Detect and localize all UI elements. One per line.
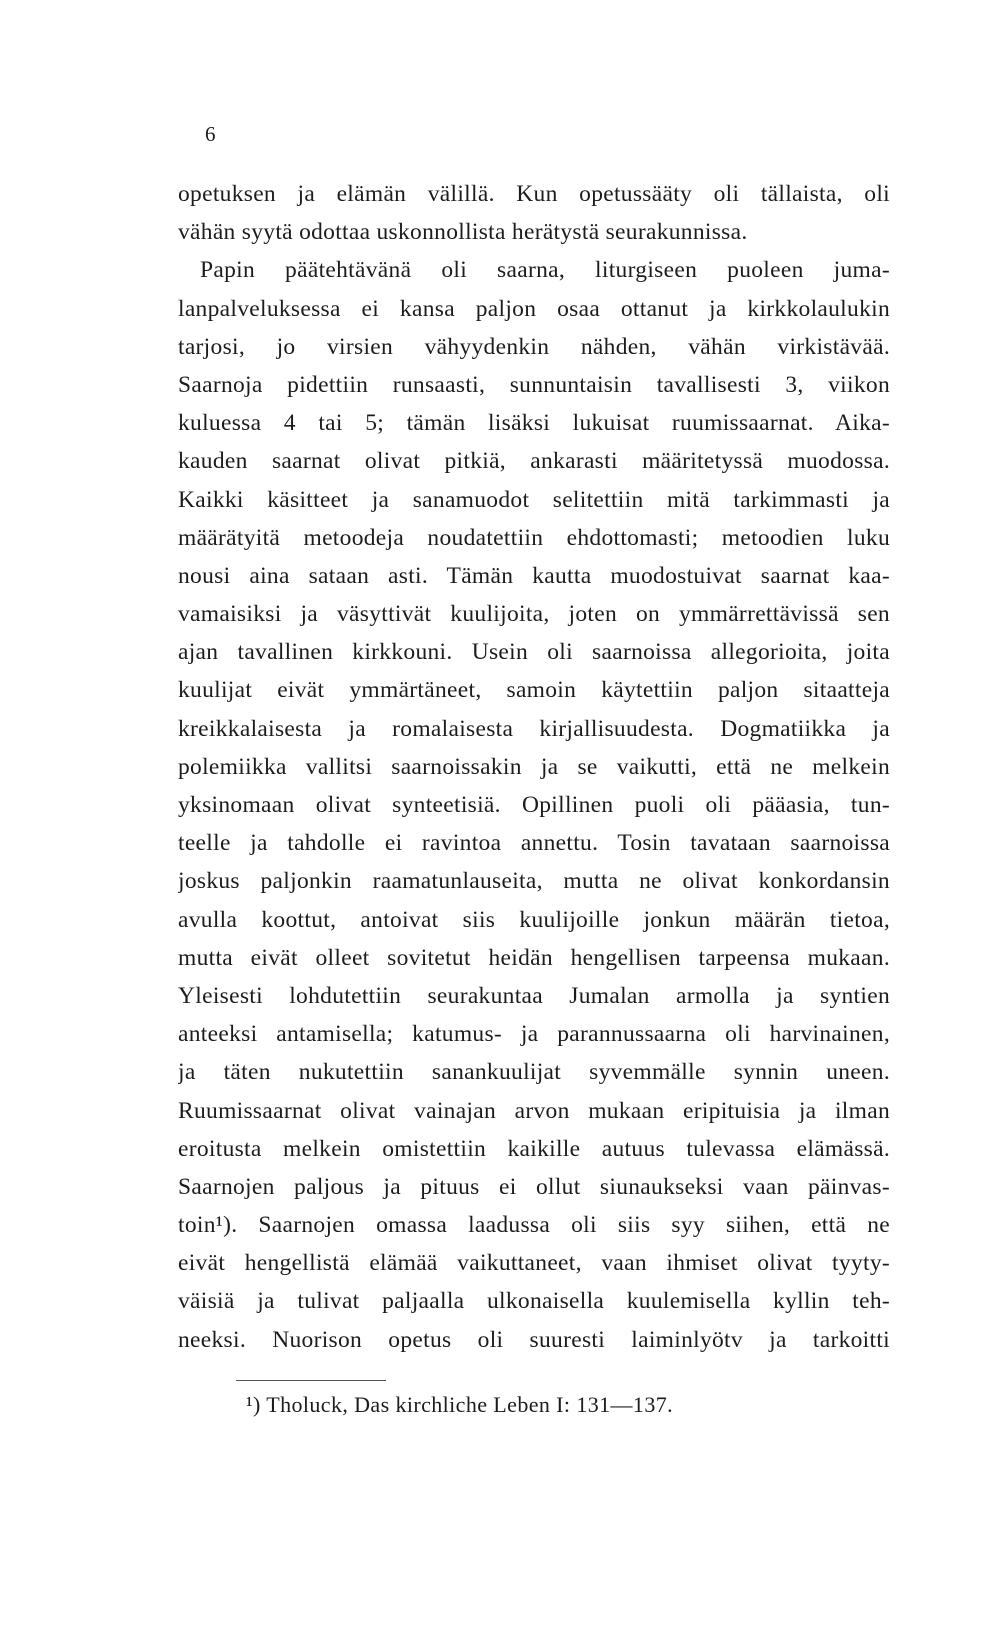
text-line: kreikkalaisesta ja romalaisesta kirjallisuudesta. Dogmatiikka ja xyxy=(178,715,890,742)
text-line: Saarnojen paljous ja pituus ei ollut siunaukseksi vaan päinvas- xyxy=(178,1173,890,1200)
page-number: 6 xyxy=(205,122,217,146)
footnote: ¹) Tholuck, Das kirchliche Leben I: 131—137. xyxy=(246,1392,674,1417)
body-text xyxy=(178,175,890,1359)
text-line: nousi aina sataan asti. Tämän kautta muodostuivat saarnat kaa- xyxy=(178,562,890,589)
text-line: lanpalveluksessa ei kansa paljon osaa ottanut ja kirkkolaulukin xyxy=(178,295,890,322)
text-line: kauden saarnat olivat pitkiä, ankarasti määritetyssä muodossa. xyxy=(178,448,890,475)
text-line: ajan tavallinen kirkkouni. Usein oli saarnoissa allegorioita, joita xyxy=(178,639,890,666)
text-line: vähän syytä odottaa uskonnollista herätystä seurakunnissa. xyxy=(178,219,748,246)
text-line: avulla koottut, antoivat siis kuulijoille jonkun määrän tietoa, xyxy=(178,906,890,933)
text-line: toin¹). Saarnojen omassa laadussa oli siis syy siihen, että ne xyxy=(178,1212,890,1239)
text-line: Ruumissaarnat olivat vainajan arvon mukaan eripituisia ja ilman xyxy=(178,1097,890,1124)
text-line: eivät hengellistä elämää vaikuttaneet, vaan ihmiset olivat tyyty- xyxy=(178,1250,890,1277)
text-line: vamaisiksi ja väsyttivät kuulijoita, joten on ymmärrettävissä sen xyxy=(178,601,890,628)
text-line: neeksi. Nuorison opetus oli suuresti laiminlyötv ja tarkoitti xyxy=(178,1326,890,1353)
text-line: Kaikki käsitteet ja sanamuodot selitettiin mitä tarkimmasti ja xyxy=(178,486,890,513)
text-line: kuulijat eivät ymmärtäneet, samoin käytettiin paljon sitaatteja xyxy=(178,677,890,704)
text-line: opetuksen ja elämän välillä. Kun opetussääty oli tällaista, oli xyxy=(178,181,890,207)
text-line: mutta eivät olleet sovitetut heidän hengellisen tarpeensa mukaan. xyxy=(178,944,890,971)
text-line: yksinomaan olivat synteetisiä. Opillinen puoli oli pääasia, tun- xyxy=(178,792,890,818)
text-line: eroitusta melkein omistettiin kaikille autuus tulevassa elämässä. xyxy=(178,1135,890,1162)
text-line: anteeksi antamisella; katumus- ja parannussaarna oli harvinainen, xyxy=(178,1021,890,1048)
text-line: tarjosi, jo virsien vähyydenkin nähden, vähän virkistävää. xyxy=(178,333,890,360)
text-line: Papin päätehtävänä oli saarna, liturgiseen puoleen juma- xyxy=(200,257,890,284)
text-line: määrätyitä metoodeja noudatettiin ehdottomasti; metoodien luku xyxy=(178,524,890,551)
text-line: teelle ja tahdolle ei ravintoa annettu. Tosin tavataan saarnoissa xyxy=(178,830,890,857)
text-line: ja täten nukutettiin sanankuulijat syvemmälle synnin uneen. xyxy=(178,1059,890,1086)
text-line: Saarnoja pidettiin runsaasti, sunnuntaisin tavallisesti 3, viikon xyxy=(178,371,890,398)
text-line: polemiikka vallitsi saarnoissakin ja se vaikutti, että ne melkein xyxy=(178,753,890,780)
text-line: joskus paljonkin raamatunlauseita, mutta ne olivat konkordansin xyxy=(178,868,890,895)
text-line: väisiä ja tulivat paljaalla ulkonaisella kuulemisella kyllin teh- xyxy=(178,1288,890,1315)
text-line: Yleisesti lohdutettiin seurakuntaa Jumalan armolla ja syntien xyxy=(178,982,890,1009)
text-line: kuluessa 4 tai 5; tämän lisäksi lukuisat ruumissaarnat. Aika- xyxy=(178,410,890,437)
